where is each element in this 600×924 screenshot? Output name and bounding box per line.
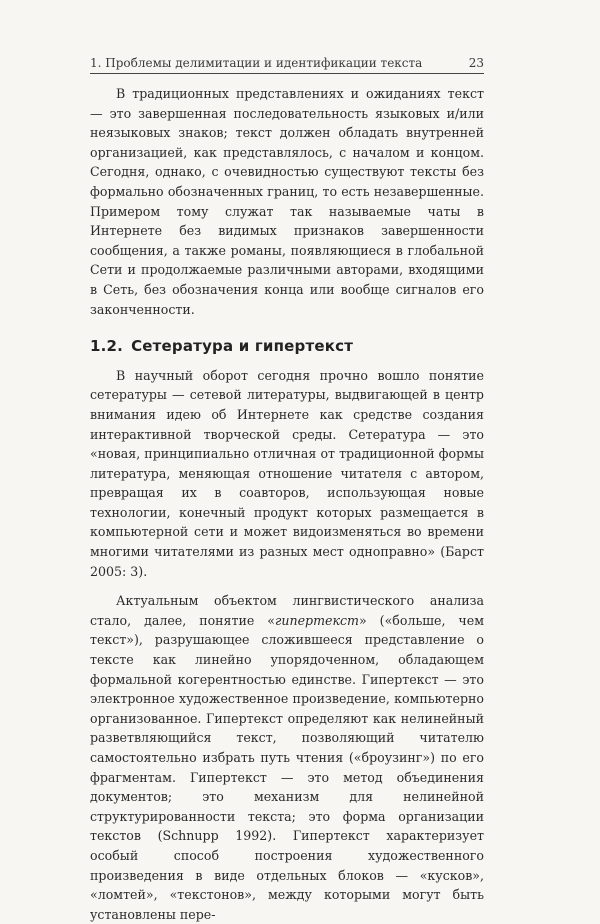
section-paragraph-1: В научный оборот сегодня прочно вошло понятие сетературы — сетевой литературы, выдвигающей в центр внимания идею об Интернете как средстве создания интерактивной творческой среды. Сетература — это «новая, принципиально отличная от традиционной формы литература, меняющая отношение читателя с автором, превращая их в соавторов, использующая новые технологии, конечный продукт которых размещается в компьютерной сети и может видоизменяться во времени многими читателями из разных мест одноправно» (Барст 2005: 3). (90, 367, 484, 579)
section-paragraph-2 (90, 591, 484, 924)
page-body (90, 84, 484, 924)
paragraph-2-start: Актуальным объектом лингвистического анализа стало, далее, понятие « (90, 593, 484, 628)
paragraph-2-rest: » («больше, чем текст»), разрушающее сложившееся представление о тексте как линейно упорядоченном, обладающем формальной когерентностью единстве. Гипертекст — это электронное художественное произведение, компьютерно организованное. Гипертекст определяют как нелинейный разветвляющийся текст, позволяющий читателю самостоятельно избрать путь чтения («броузинг») по его фрагментам. Гипертекст — это метод объединения документов; это механизм для нелинейной структурированности текста; это форма организации текстов (Schnupp 1992). Гипертекст характеризует особый способ построения художественного произведения в виде отдельных блоков — «кусков», «ломтей», «текстонов», между которыми могут быть установлены пере- (90, 612, 484, 922)
section-number: 1.2. (90, 337, 124, 356)
term-hypertext: гипертекст (274, 612, 359, 628)
header-rule (90, 73, 484, 74)
page-number: 23 (468, 56, 484, 70)
section-heading (90, 337, 484, 357)
running-title: 1. Проблемы делимитации и идентификации текста (90, 56, 423, 70)
section-title: Сетература и гипертекст (131, 337, 354, 356)
intro-paragraph: В традиционных представлениях и ожиданиях текст — это завершенная последовательность языковых и/или неязыковых знаков; текст должен обладать внутренней организацией, как представлялось, с началом и концом. Сегодня, однако, с очевидностью существуют тексты без формально обозначенных границ, то есть незавершенные. Примером тому служат так называемые чаты в Интернете без видимых признаков завершенности сообщения, а также романы, появляющиеся в глобальной Сети и продолжаемые различными авторами, входящими в Сеть, без обозначения конца или вообще сигналов его законченности. (90, 86, 484, 317)
paragraph-gap (90, 581, 484, 591)
running-head (90, 56, 484, 70)
